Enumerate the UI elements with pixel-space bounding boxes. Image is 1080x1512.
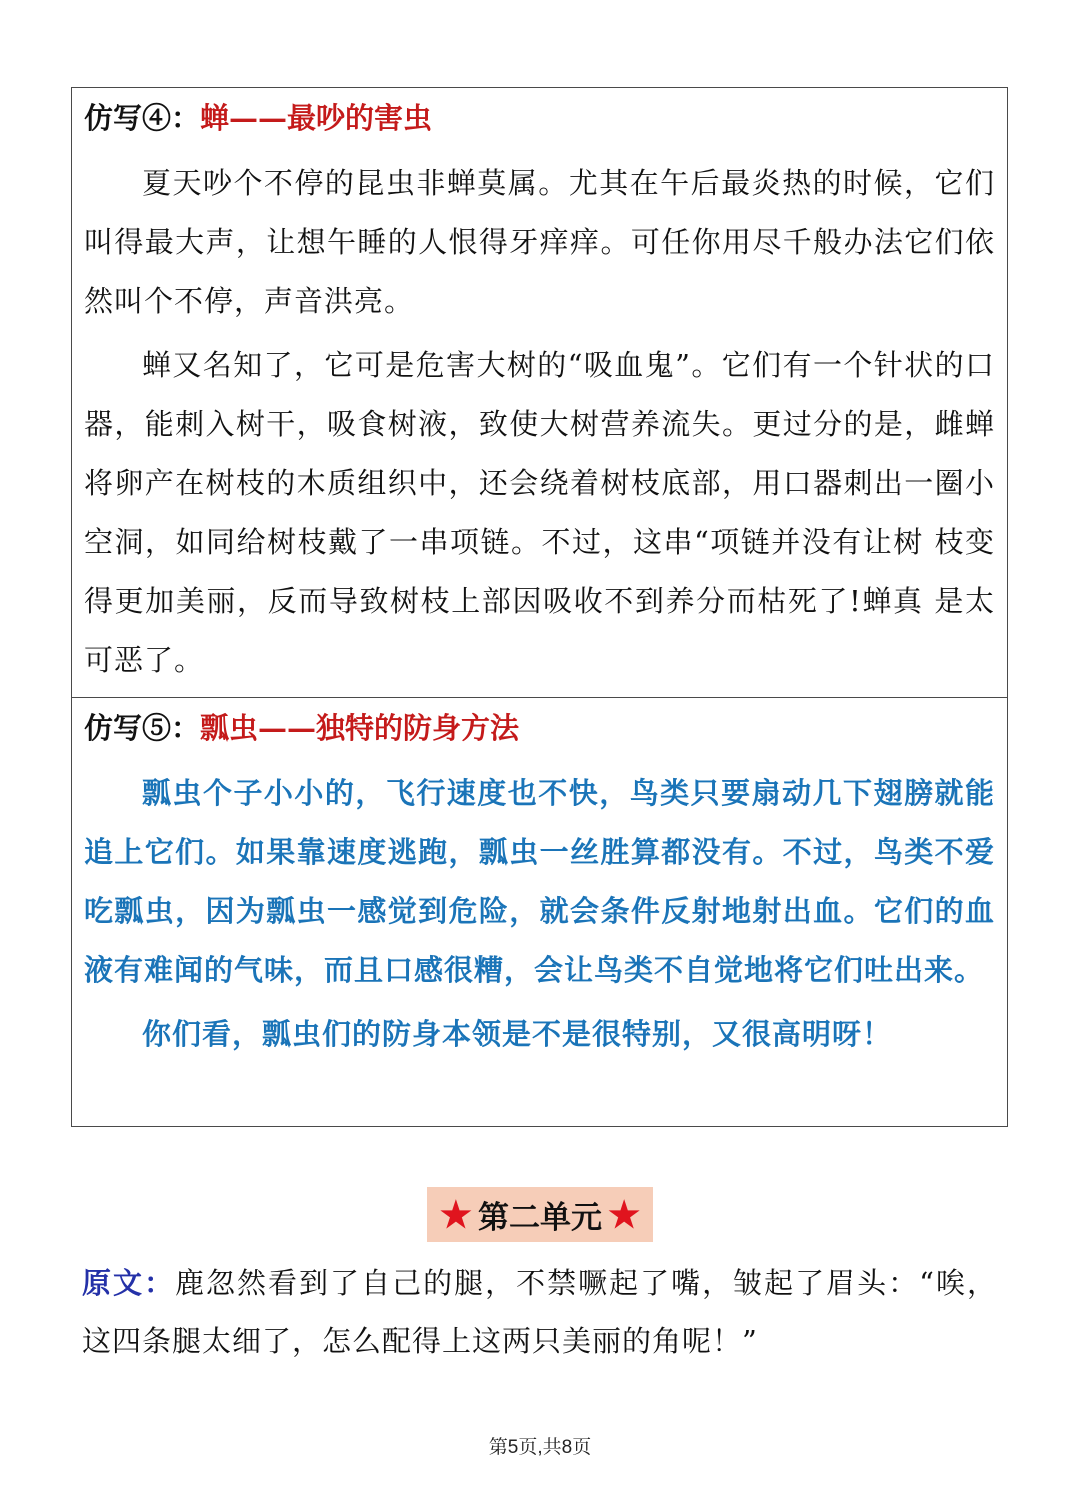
writing-table <box>71 87 1008 1127</box>
section-heading <box>84 96 995 140</box>
section-cicada <box>72 88 1007 697</box>
original-text <box>82 1254 997 1370</box>
original-label: 原文： <box>82 1266 176 1300</box>
star-icon: ★ <box>608 1193 641 1236</box>
section-number: 仿写④： <box>84 101 201 135</box>
paragraph: 蝉又名知了，它可是危害大树的“吸血鬼”。它们有一个针状的口器，能刺入树干，吸食树液，致使大树营养流失。更过分的是，雌蝉将卵产在树枝的木质组织中，还会绕着树枝底部，用口器刺出一圈小空洞，如同给树枝戴了一串项链。不过，这串“项链并没有让树 枝变得更加美丽，反而导致树枝上部因吸收不到养分而枯死了!蝉真 是太可恶了。 <box>84 348 995 677</box>
unit-banner <box>427 1187 653 1242</box>
section-title: 瓢虫——独特的防身方法 <box>200 711 520 745</box>
section-ladybug <box>72 697 1007 1126</box>
original-content: 鹿忽然看到了自己的腿，不禁噘起了嘴，皱起了眉头：“唉，这四条腿太细了，怎么配得上这两只美丽的角呢！” <box>82 1266 997 1358</box>
paragraph: 夏天吵个不停的昆虫非蝉莫属。尤其在午后最炎热的时候，它们叫得最大声，让想午睡的人恨得牙痒痒。可任你用尽千般办法它们依然叫个不停，声音洪亮。 <box>84 166 995 318</box>
page-number: 第5页,共8页 <box>488 1437 592 1458</box>
section-heading <box>84 706 995 750</box>
paragraph: 瓢虫个子小小的，飞行速度也不快，鸟类只要扇动几下翅膀就能追上它们。如果靠速度逃跑，瓢虫一丝胜算都没有。不过，鸟类不爱 吃瓢虫，因为瓢虫一感觉到危险，就会条件反射地射出血。它们的血液有难闻的气味，而且口感很糟，会让鸟类不自觉地将它们吐出来。 <box>84 776 995 987</box>
section-title: 蝉——最吵的害虫 <box>200 101 433 135</box>
unit-title: 第二单元 <box>478 1200 602 1236</box>
section-number: 仿写⑤： <box>84 711 201 745</box>
paragraph: 你们看，瓢虫们的防身本领是不是很特别，又很高明呀！ <box>142 1017 893 1051</box>
star-icon: ★ <box>439 1193 472 1236</box>
